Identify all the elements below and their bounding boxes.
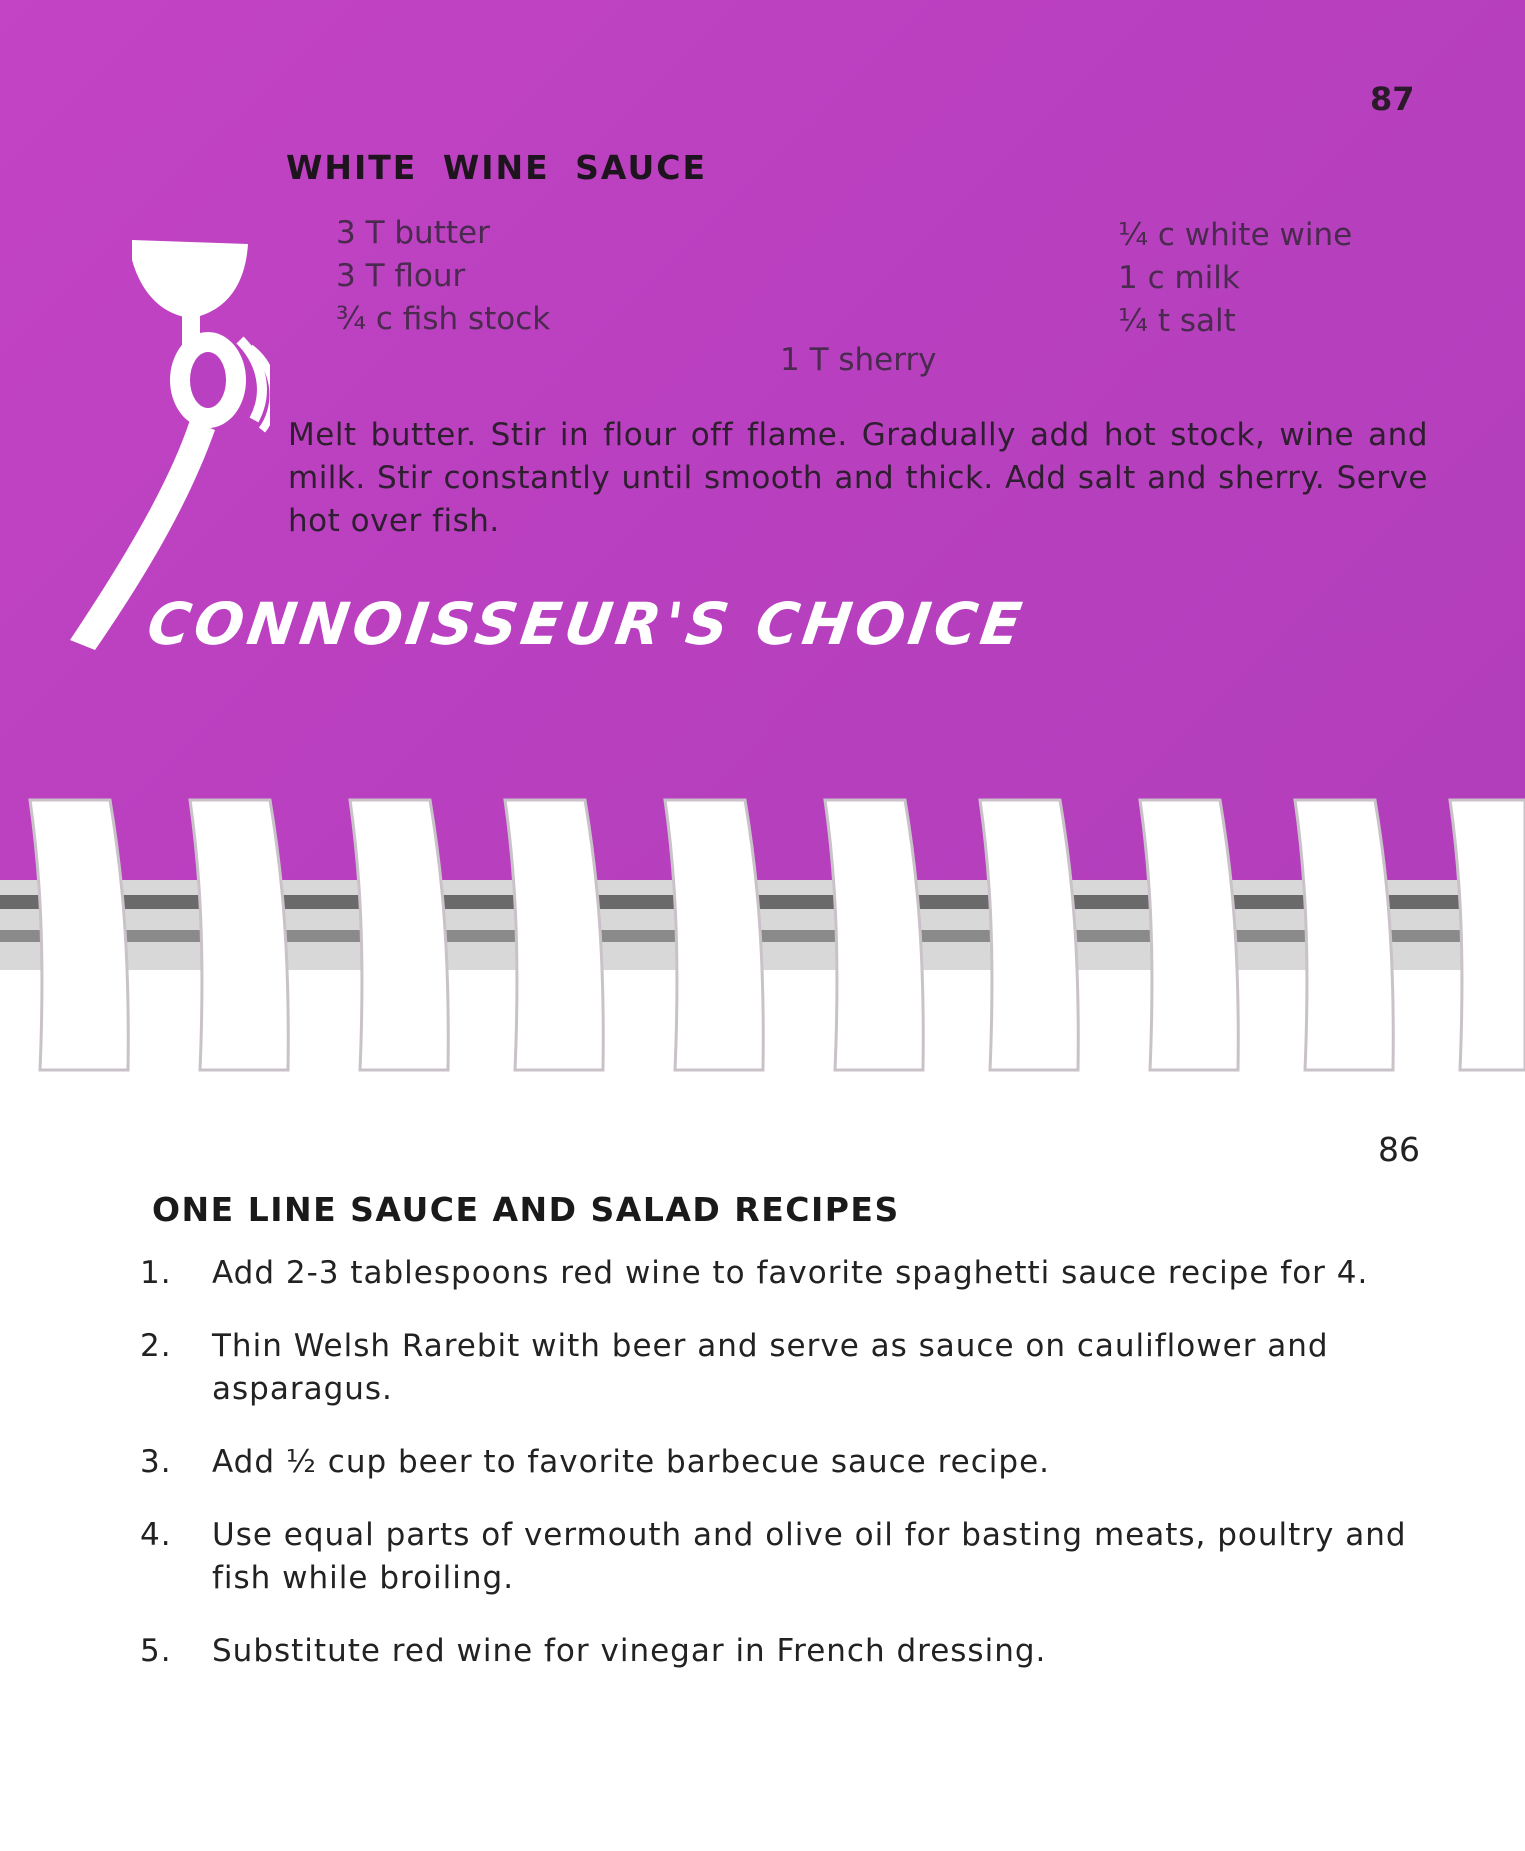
page-number: 87 (1370, 80, 1415, 118)
ingredient: 3 T flour (336, 258, 466, 294)
ingredients-right (1118, 214, 1352, 343)
ingredient: ¼ t salt (1118, 303, 1236, 339)
ingredient: ¼ c white wine (1118, 217, 1353, 253)
item-text: Add 2-3 tablespoons red wine to favorite spaghetti sauce recipe for 4. (212, 1255, 1369, 1291)
list-item (140, 1252, 1420, 1295)
item-text: Add ½ cup beer to favorite barbecue sauce recipe. (212, 1444, 1051, 1480)
item-text: Use equal parts of vermouth and olive oil for basting meats, poultry and fish while broiling. (212, 1517, 1407, 1596)
recipe-directions: Melt butter. Stir in flour off flame. Gradually add hot stock, wine and milk. Stir constantly until smooth and thick. Add salt and sherry. Serve hot over fish. (288, 417, 1428, 539)
list-item (140, 1441, 1420, 1484)
list-item (140, 1514, 1420, 1600)
list-item (140, 1630, 1420, 1673)
list-item (140, 1325, 1420, 1411)
purple-page (0, 0, 1525, 900)
ingredient: ¾ c fish stock (336, 301, 551, 337)
item-number: 5. (140, 1633, 172, 1669)
ingredient: 3 T butter (336, 215, 490, 251)
ingredients-left (336, 212, 550, 341)
ingredient: 1 c milk (1118, 260, 1240, 296)
brand-logo-text: CONNOISSEUR'S CHOICE (143, 590, 1030, 658)
recipe-list (140, 1252, 1420, 1703)
item-text: Thin Welsh Rarebit with beer and serve as sauce on cauliflower and asparagus. (212, 1328, 1329, 1407)
recipe-title: WHITE WINE SAUCE (286, 148, 708, 187)
item-number: 4. (140, 1517, 172, 1553)
item-number: 3. (140, 1444, 172, 1480)
spiral-binding-icon (0, 780, 1525, 1100)
page-number: 86 (1378, 1130, 1420, 1169)
item-number: 1. (140, 1255, 172, 1291)
item-text: Substitute red wine for vinegar in French dressing. (212, 1633, 1047, 1669)
item-number: 2. (140, 1328, 172, 1364)
ingredient-center: 1 T sherry (780, 342, 937, 378)
list-title: ONE LINE SAUCE AND SALAD RECIPES (152, 1190, 900, 1229)
